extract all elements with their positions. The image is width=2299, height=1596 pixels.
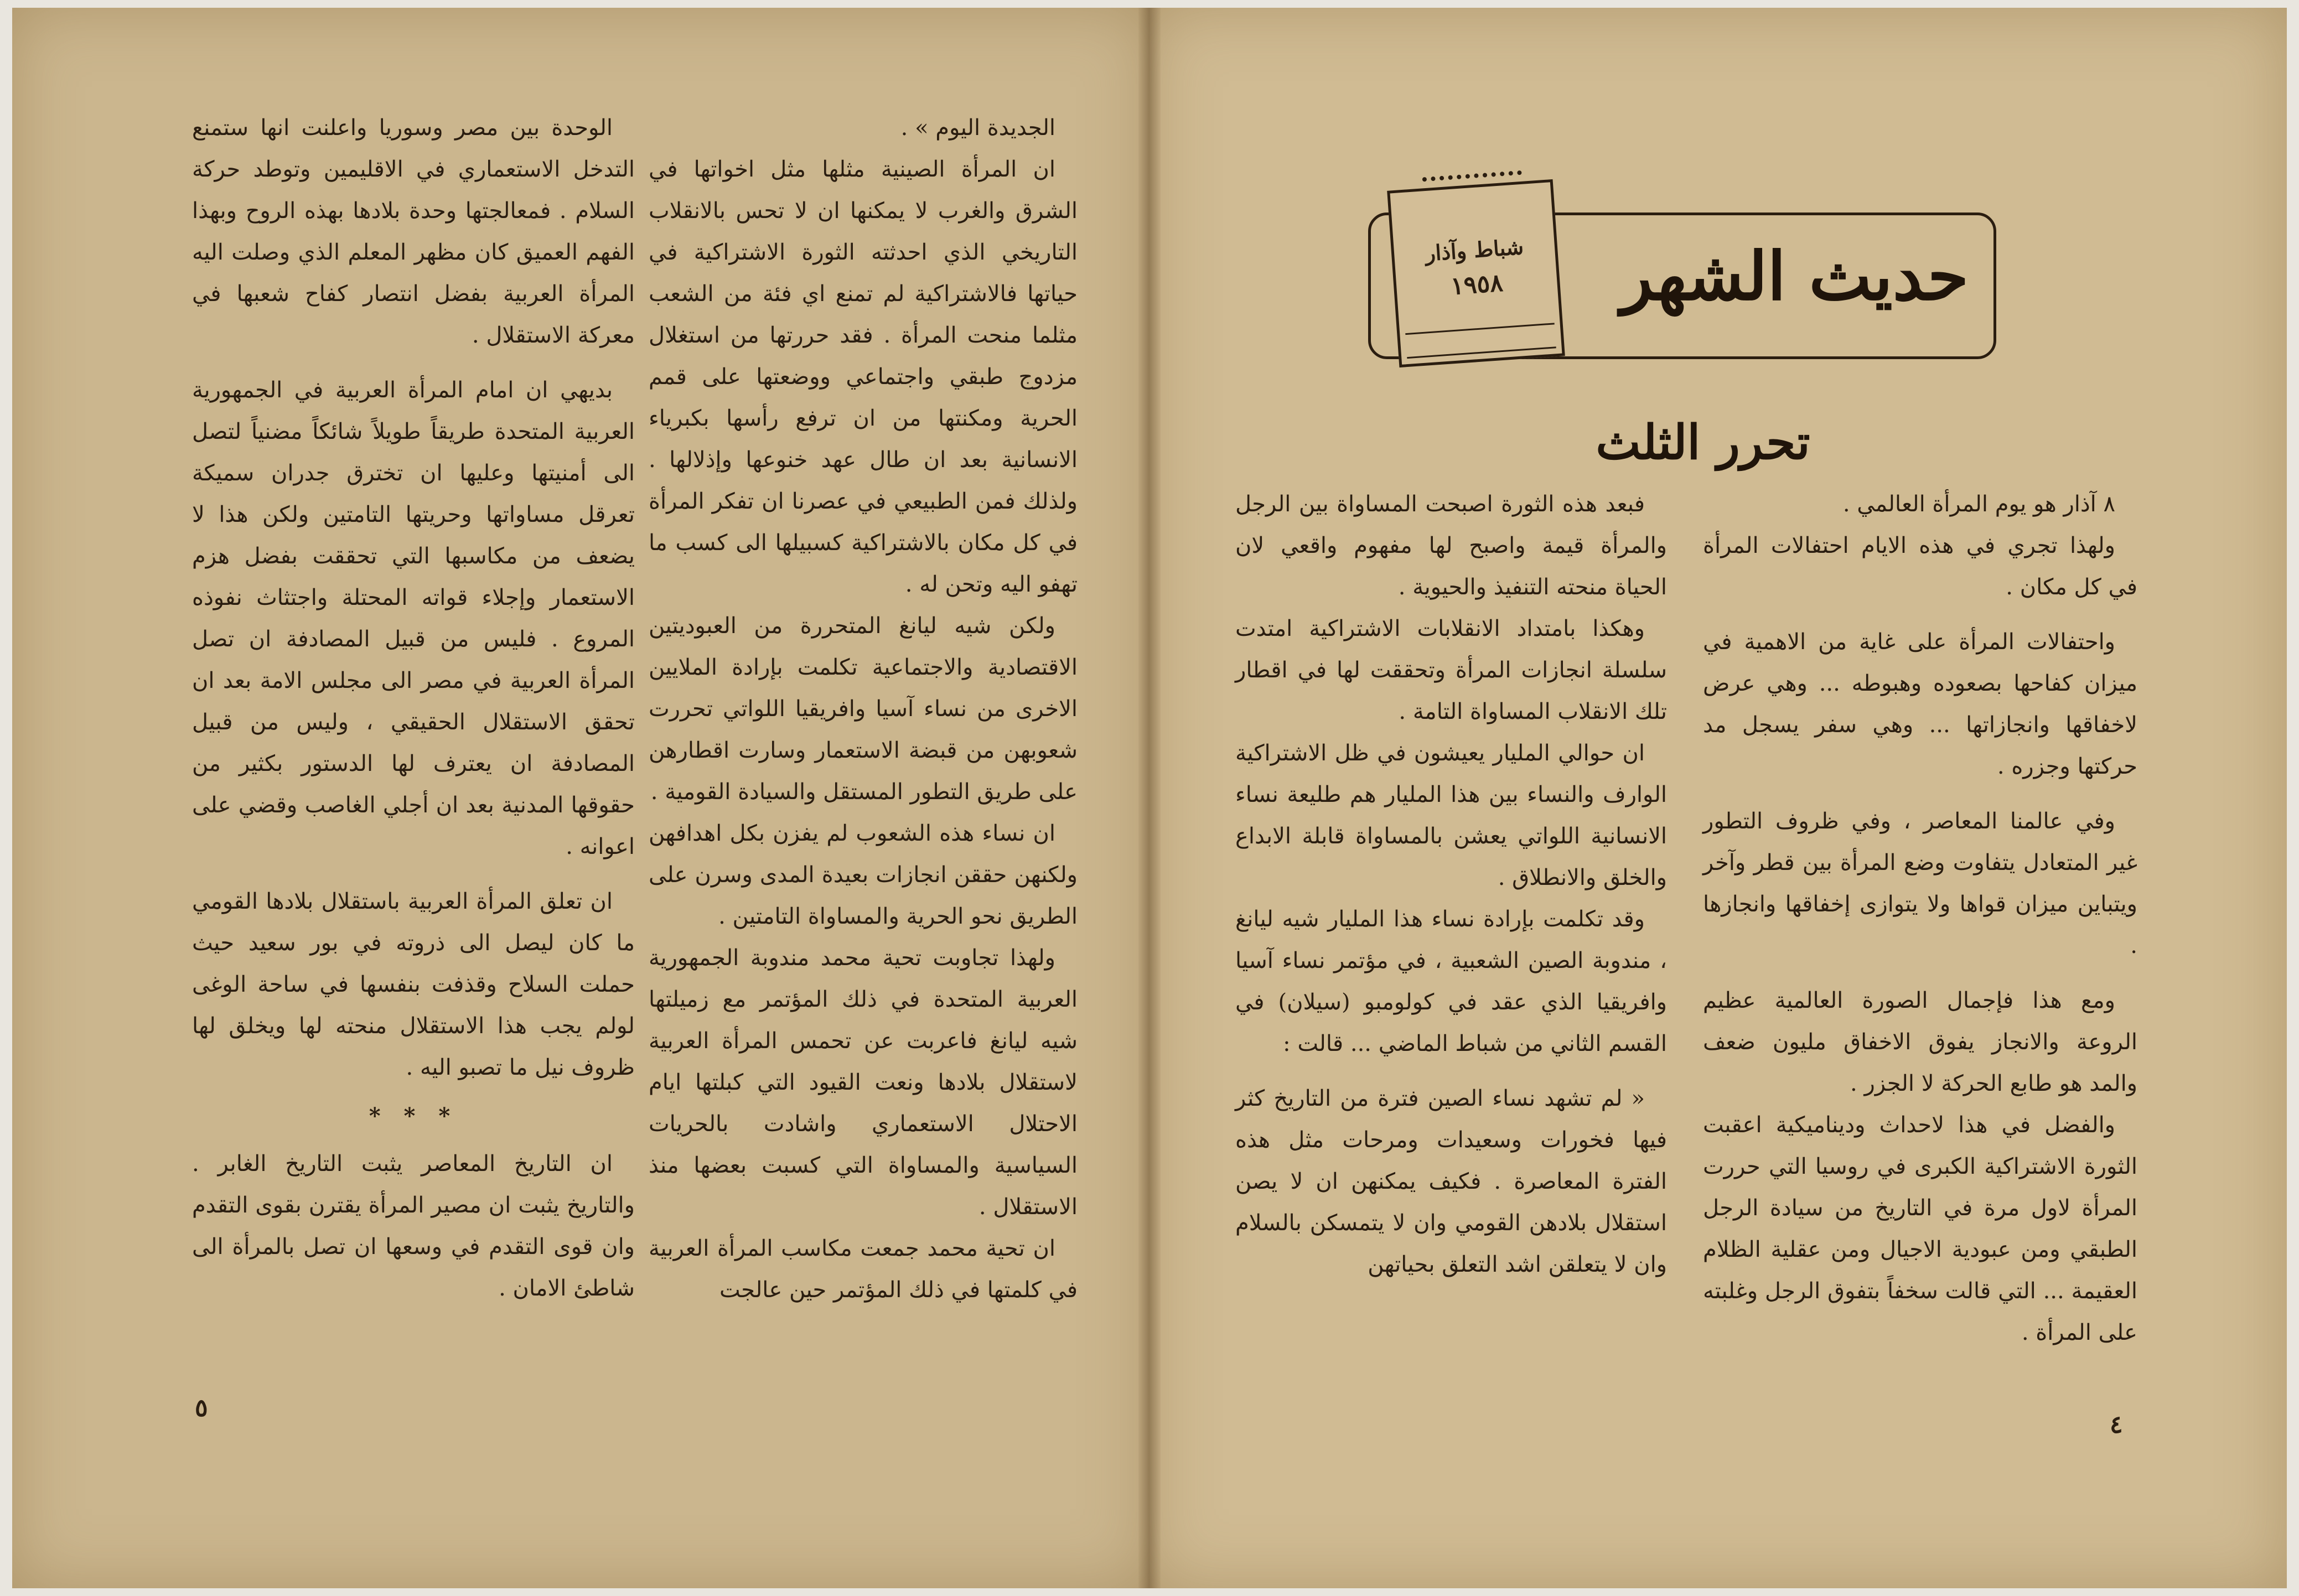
- calendar-month: شباط وآذار: [1424, 234, 1525, 266]
- paragraph: الوحدة بين مصر وسوريا واعلنت انها ستمنع التدخل الاستعماري في الاقليمين وتوطد حركة السلام . فمعالجتها وحدة بلادها بهذه الروح وبهذا الفهم العميق كان مظهر المعلم الذي وصلت اليه المرأة العربية بفضل انتصار كفاح شعبها في معركة الاستقلال .: [192, 115, 635, 348]
- left-page-right-column: [649, 107, 1078, 1311]
- quote-paragraph: « لم تشهد نساء الصين فترة من التاريخ كثر فيها فخورات وسعيدات ومرحات مثل هذه الفترة المعاصرة . فكيف يمكنهن ان لا يصن استقلال بلادهن القومي وان لا يتمسكن بالسلام وان لا يتعلقن اشد التعلق بحياتهن: [1235, 1086, 1667, 1277]
- calendar-pages: [1405, 323, 1556, 359]
- paragraph: ٨ آذار هو يوم المرأة العالمي .: [1842, 491, 2115, 517]
- section-title: حديث الشهر: [1620, 237, 1969, 315]
- paragraph: ان التاريخ المعاصر يثبت التاريخ الغابر . والتاريخ يثبت ان مصير المرأة يقترن بقوى التقدم وان قوى التقدم في وسعها ان تصل بالمرأة الى شاطئ الامان .: [192, 1151, 635, 1301]
- paragraph: ان تحية محمد جمعت مكاسب المرأة العربية في كلمتها في ذلك المؤتمر حين عالجت: [649, 1236, 1078, 1303]
- left-page-left-column: [192, 107, 635, 1309]
- section-separator: * * *: [369, 1103, 458, 1129]
- right-page-right-column: [1703, 484, 2137, 1354]
- paragraph: واحتفالات المرأة على غاية من الاهمية في ميزان كفاحها بصعوده وهبوطه ... وهي عرض لاخفاقها وانجازاتها ... وهي سفر يسجل مد حركتها وجزره .: [1703, 629, 2137, 779]
- right-page: [1150, 8, 2287, 1588]
- paragraph: ان حوالي المليار يعيشون في ظل الاشتراكية الوارف والنساء بين هذا المليار هم طليعة نساء الانسانية اللواتي يعشن بالمساواة قابلة الابداع والخلق والانطلاق .: [1235, 740, 1667, 890]
- paragraph: بديهي ان امام المرأة العربية في الجمهورية العربية المتحدة طريقاً طويلاً شائكاً مضنياً لتصل الى أمنيتها وعليها ان تخترق جدران سميكة تعرقل مساواتها وحريتها التامتين ولكن هذا لا يضعف من مكاسبها التي تحققت بفضل هزم الاستعمار وإجلاء قواته المحتلة واجتثاث نفوذه المروع . فليس من قبيل المصادفة ان تصل المرأة العربية في مصر الى مجلس الامة بعد ان تحقق الاستقلال الحقيقي ، وليس من قبيل المصادفة ان يعترف لها الدستور بكثير من حقوقها المدنية بعد ان أجلي الغاصب وقضي على اعوانه .: [192, 377, 635, 859]
- paragraph: ان نساء هذه الشعوب لم يفزن بكل اهدافهن ولكنهن حققن انجازات بعيدة المدى وسرن على الطريق نحو الحرية والمساواة التامتين .: [649, 821, 1078, 929]
- paragraph: وقد تكلمت بإرادة نساء هذا المليار شيه ليانغ ، مندوبة الصين الشعبية ، في مؤتمر نساء آسيا وافريقيا الذي عقد في كولومبو (سيلان) في القسم الثاني من شباط الماضي ... قالت :: [1235, 906, 1667, 1056]
- paragraph: وفي عالمنا المعاصر ، وفي ظروف التطور غير المتعادل يتفاوت وضع المرأة بين قطر وآخر ويتباين ميزان قواها ولا يتوازى إخفاقها وانجازها .: [1703, 809, 2137, 958]
- calendar-year: ١٩٥٨: [1449, 268, 1504, 301]
- paragraph: ان تعلق المرأة العربية باستقلال بلادها القومي ما كان ليصل الى ذروته في بور سعيد حيث حملت السلاح وقذفت بنفسها في ساحة الوغى لولم يجب هذا الاستقلال منحته لها ويخلق لها ظروف نيل ما تصبو اليه .: [192, 889, 635, 1080]
- paragraph: ان المرأة الصينية مثلها مثل اخواتها في الشرق والغرب لا يمكنها ان لا تحس بالانقلاب التاريخي الذي احدثته الثورة الاشتراكية في حياتها فالاشتراكية لم تمنع اي فئة من الشعب مثلما منحت المرأة . فقد حررتها من استغلال مزدوج طبقي واجتماعي ووضعتها على قمم الحرية ومكنتها من ان ترفع رأسها بكبرياء الانسانية بعد ان طال عهد خنوعها وإذلالها . ولذلك فمن الطبيعي في عصرنا ان تفكر المرأة في كل مكان بالاشتراكية كسبيلها الى كسب ما تهفو اليه وتحن له .: [649, 157, 1078, 597]
- magazine-spread: [12, 8, 2287, 1588]
- paragraph: فبعد هذه الثورة اصبحت المساواة بين الرجل والمرأة قيمة واصبح لها مفهوم واقعي لان الحياة منحته التنفيذ والحيوية .: [1235, 491, 1667, 600]
- section-banner: [1368, 213, 1996, 359]
- paragraph: والفضل في هذا لاحداث وديناميكية اعقبت الثورة الاشتراكية الكبرى في روسيا التي حررت المرأة لاول مرة في التاريخ من سيادة الرجل الطبقي ومن عبودية الاجيال ومن عقلية الظلام العقيمة ... التي قالت سخفاً بتفوق الرجل وغلبته على المرأة .: [1703, 1112, 2137, 1345]
- paragraph: ولهذا تجري في هذه الايام احتفالات المرأة في كل مكان .: [1703, 533, 2137, 600]
- left-page: [12, 8, 1150, 1588]
- paragraph: ومع هذا فإجمال الصورة العالمية عظيم الروعة والانجاز يفوق الاخفاق مليون ضعف والمد هو طابع الحركة لا الجزر .: [1703, 988, 2137, 1096]
- page-gutter: [1138, 8, 1161, 1588]
- paragraph: ولكن شيه ليانغ المتحررة من العبوديتين الاقتصادية والاجتماعية تكلمت بإرادة الملايين الاخرى من نساء آسيا وافريقيا اللواتي تحررت شعوبهن من قبضة الاستعمار وسارت اقطارهن على طريق التطور المستقل والسيادة القومية .: [649, 613, 1078, 805]
- page-number: ٤: [2110, 1411, 2123, 1439]
- calendar-icon: [1387, 179, 1565, 367]
- article-title: تحرر الثلث: [1596, 414, 1810, 470]
- page-number: ٥: [195, 1394, 208, 1422]
- paragraph: وهكذا بامتداد الانقلابات الاشتراكية امتدت سلسلة انجازات المرأة وتحققت لها في اقطار تلك الانقلاب المساواة التامة .: [1235, 616, 1667, 724]
- right-page-left-column: [1235, 484, 1667, 1286]
- paragraph: ولهذا تجاوبت تحية محمد مندوبة الجمهورية العربية المتحدة في ذلك المؤتمر مع زميلتها شيه ليانغ فاعربت عن تحمس المرأة العربية لاستقلال بلادها ونعت القيود التي كبلتها ايام الاحتلال الاستعماري واشادت بالحريات السياسية والمساواة التي كسبت بعضها منذ الاستقلال .: [649, 945, 1078, 1220]
- calendar-rings: [1422, 170, 1524, 204]
- paragraph: الجديدة اليوم » .: [900, 115, 1055, 141]
